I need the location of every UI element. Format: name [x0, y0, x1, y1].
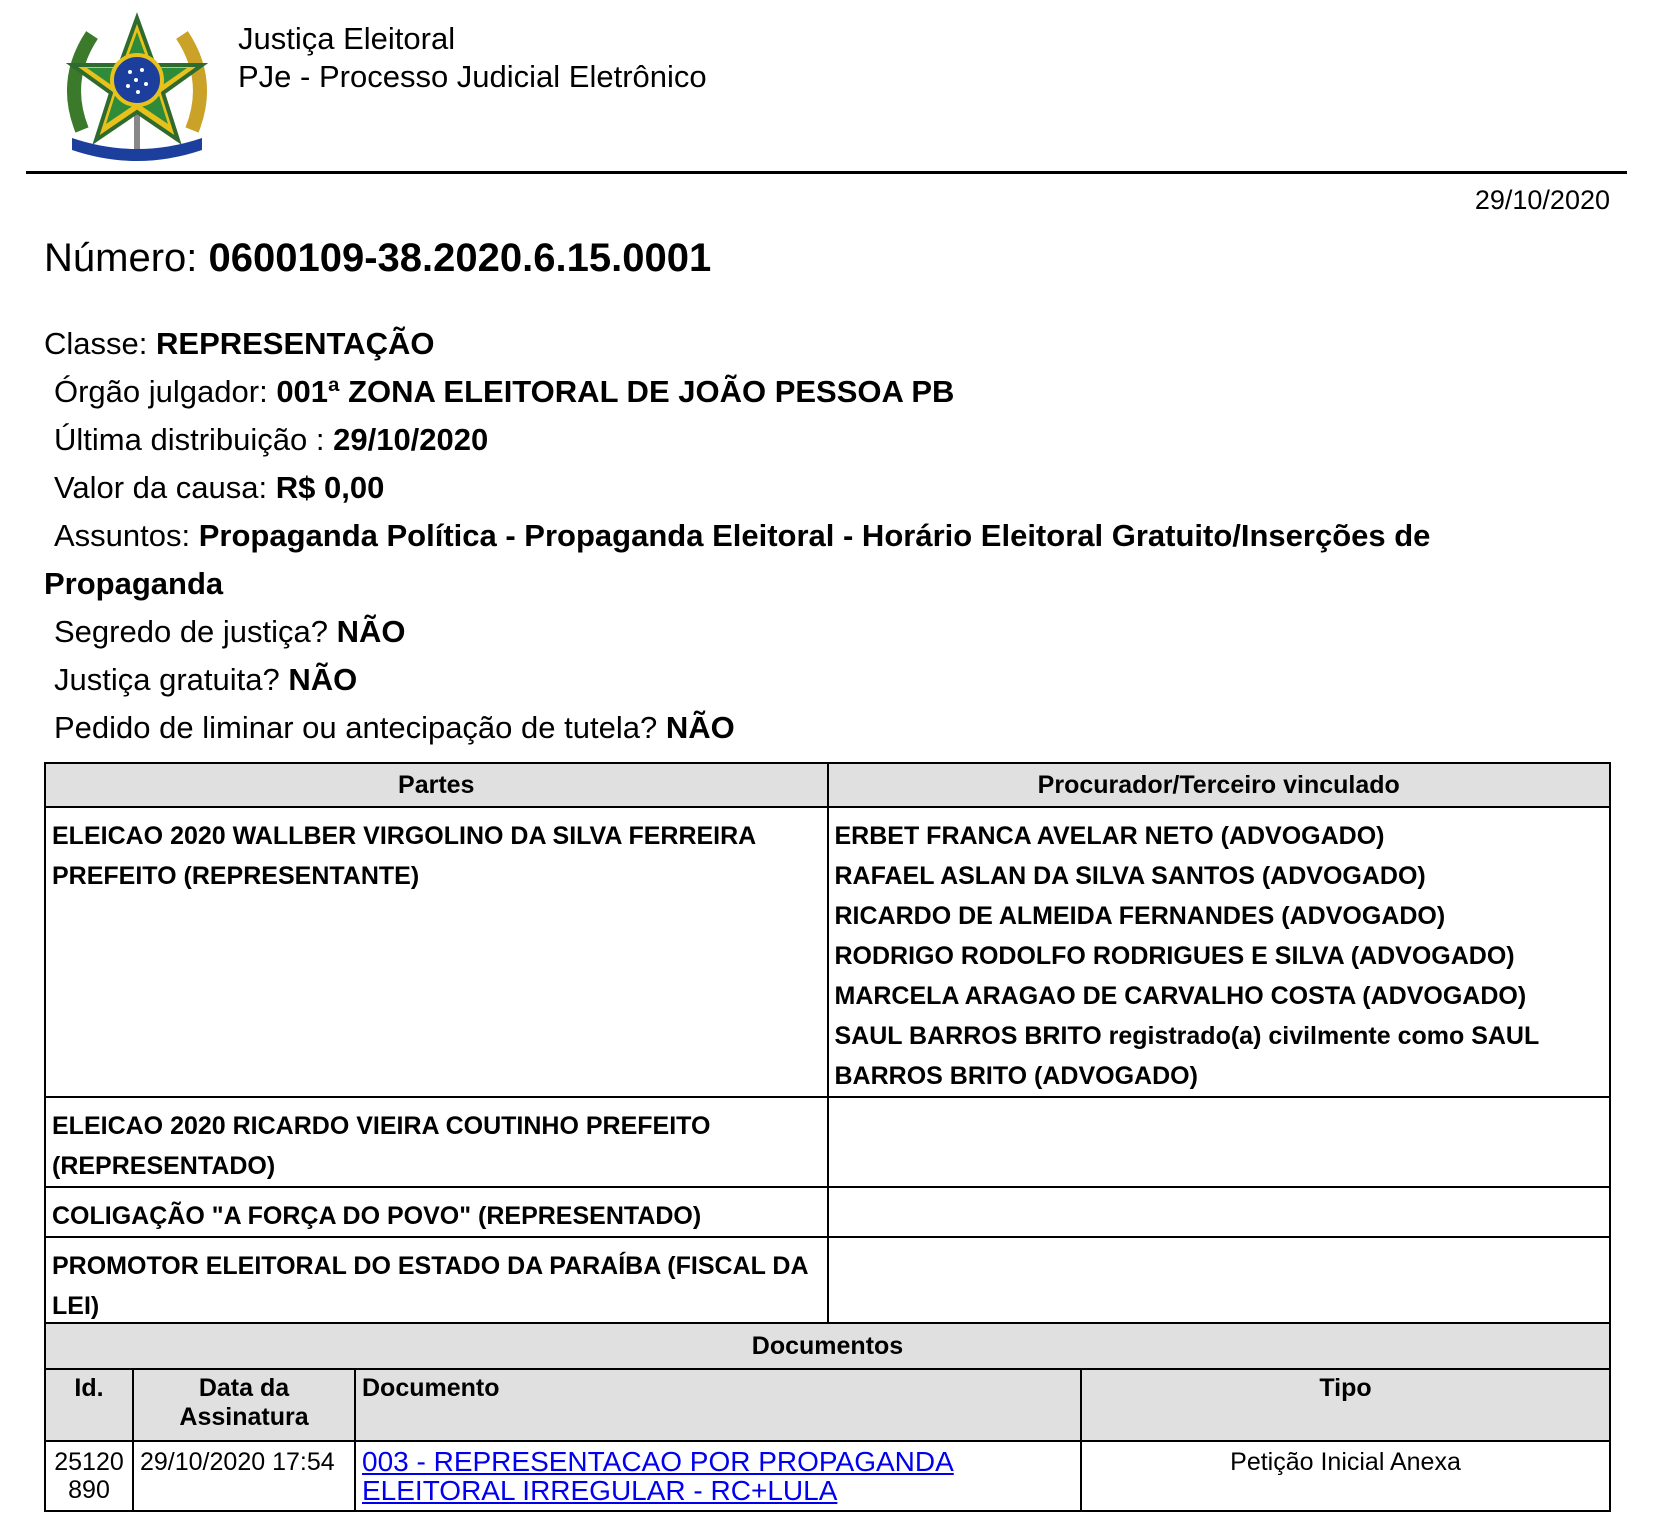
orgao-label: Órgão julgador:: [54, 374, 268, 409]
field-assuntos: [44, 512, 1614, 608]
document-date: 29/10/2020: [1474, 185, 1610, 215]
field-classe: [44, 320, 1614, 368]
procuradores-cell: [828, 1097, 1611, 1187]
segredo-label: Segredo de justiça?: [54, 614, 329, 649]
parte-cell: COLIGAÇÃO "A FORÇA DO POVO" (REPRESENTADO): [45, 1187, 828, 1237]
table-row: [45, 807, 1610, 1097]
parte-cell: ELEICAO 2020 RICARDO VIEIRA COUTINHO PREFEITO (REPRESENTADO): [45, 1097, 828, 1187]
procurador-item: MARCELA ARAGAO DE CARVALHO COSTA (ADVOGADO): [834, 982, 1527, 1010]
liminar-value: NÃO: [665, 710, 735, 745]
documentos-table: [44, 1322, 1611, 1512]
process-number-label: Número:: [44, 236, 198, 280]
table-row: [45, 1237, 1610, 1327]
process-number-value: 0600109-38.2020.6.15.0001: [208, 236, 712, 280]
header-divider: [26, 171, 1627, 174]
column-header-id: Id.: [45, 1369, 133, 1441]
doc-date-cell: 29/10/2020 17:54: [133, 1441, 355, 1511]
doc-name-cell: [355, 1441, 1081, 1511]
partes-table: [44, 762, 1611, 1328]
column-header-partes: Partes: [45, 763, 828, 807]
process-fields: [44, 320, 1614, 752]
procurador-item: RICARDO DE ALMEIDA FERNANDES (ADVOGADO): [834, 902, 1446, 930]
gratuita-label: Justiça gratuita?: [54, 662, 280, 697]
organization-name: [238, 20, 707, 96]
field-distribuicao: [44, 416, 1614, 464]
orgao-value: 001ª ZONA ELEITORAL DE JOÃO PESSOA PB: [276, 374, 955, 409]
document-link[interactable]: 003 - REPRESENTACAO POR PROPAGANDA ELEITORAL IRREGULAR - RC+LULA: [362, 1446, 954, 1506]
distribuicao-label: Última distribuição :: [54, 422, 325, 457]
procuradores-cell: [828, 1237, 1611, 1327]
distribuicao-value: 29/10/2020: [333, 422, 489, 457]
column-header-procurador: Procurador/Terceiro vinculado: [828, 763, 1611, 807]
field-gratuita: [44, 656, 1614, 704]
table-header-row: [45, 763, 1610, 807]
table-header-row: [45, 1369, 1610, 1441]
procurador-item: RAFAEL ASLAN DA SILVA SANTOS (ADVOGADO): [834, 862, 1426, 890]
field-valor: [44, 464, 1614, 512]
column-header-data: Data da Assinatura: [133, 1369, 355, 1441]
classe-label: Classe:: [44, 326, 148, 361]
page-header: [0, 0, 1653, 175]
procurador-item: ERBET FRANCA AVELAR NETO (ADVOGADO): [834, 822, 1385, 850]
org-line-1: Justiça Eleitoral: [238, 21, 456, 56]
assuntos-value: Propaganda Política - Propaganda Eleitoral - Horário Eleitoral Gratuito/Inserções de Propaganda: [44, 518, 1431, 601]
process-number: [44, 236, 711, 281]
liminar-label: Pedido de liminar ou antecipação de tutela?: [54, 710, 658, 745]
table-row: [45, 1187, 1610, 1237]
column-header-tipo: Tipo: [1081, 1369, 1610, 1441]
table-row: [45, 1097, 1610, 1187]
doc-id-cell: 25120 890: [45, 1441, 133, 1511]
assuntos-label: Assuntos:: [54, 518, 191, 553]
documentos-title: Documentos: [45, 1323, 1610, 1369]
segredo-value: NÃO: [336, 614, 406, 649]
documentos-title-row: [45, 1323, 1610, 1369]
procuradores-cell: [828, 1187, 1611, 1237]
table-row: [45, 1441, 1610, 1511]
classe-value: REPRESENTAÇÃO: [156, 326, 435, 361]
procurador-item: SAUL BARROS BRITO registrado(a) civilmente como SAUL BARROS BRITO (ADVOGADO): [834, 1022, 1539, 1090]
field-segredo: [44, 608, 1614, 656]
field-liminar: [44, 704, 1614, 752]
column-header-documento: Documento: [355, 1369, 1081, 1441]
valor-value: R$ 0,00: [275, 470, 385, 505]
parte-cell: PROMOTOR ELEITORAL DO ESTADO DA PARAÍBA (FISCAL DA LEI): [45, 1237, 828, 1327]
parte-cell: ELEICAO 2020 WALLBER VIRGOLINO DA SILVA FERREIRA PREFEITO (REPRESENTANTE): [45, 807, 828, 1097]
doc-type-cell: Petição Inicial Anexa: [1081, 1441, 1610, 1511]
procuradores-cell: [828, 807, 1611, 1097]
field-orgao: [44, 368, 1614, 416]
valor-label: Valor da causa:: [54, 470, 268, 505]
gratuita-value: NÃO: [288, 662, 358, 697]
procurador-item: RODRIGO RODOLFO RODRIGUES E SILVA (ADVOGADO): [834, 942, 1515, 970]
brazil-coat-of-arms-icon: [62, 10, 212, 165]
org-line-2: PJe - Processo Judicial Eletrônico: [238, 59, 707, 94]
